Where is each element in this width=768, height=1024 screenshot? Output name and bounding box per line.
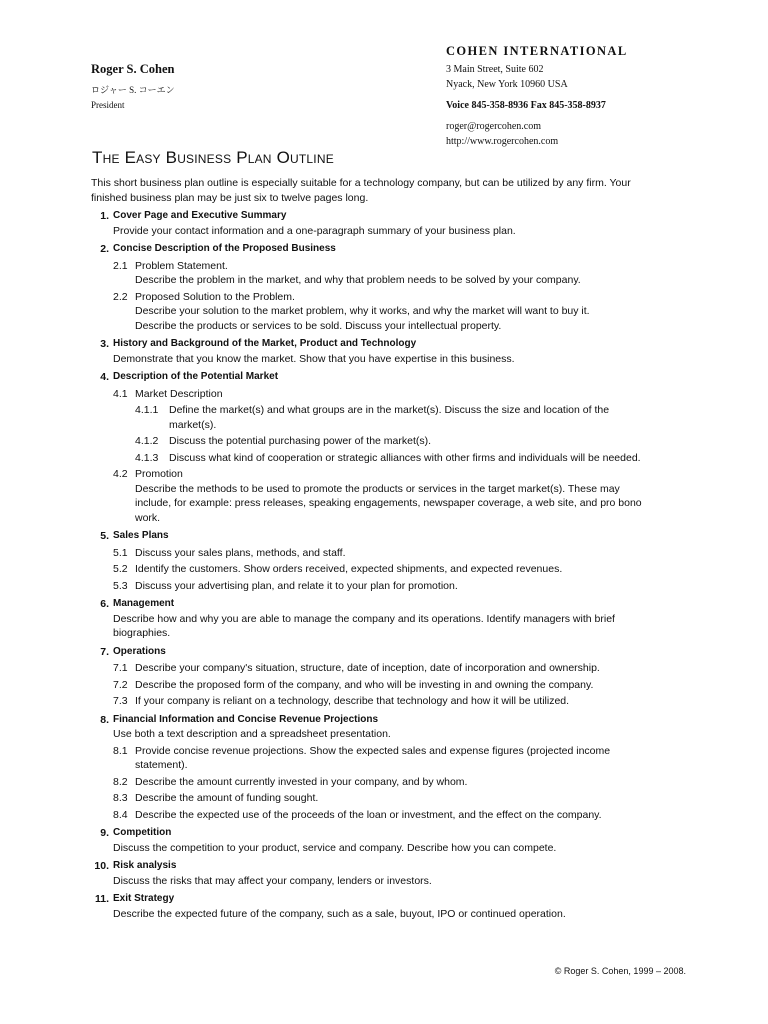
subsection-number: 7.1 <box>113 662 128 674</box>
section-title: Sales Plans <box>113 530 169 541</box>
intro-paragraph: This short business plan outline is especially suitable for a technology company, but can be utilized by any firm. Your finished business plan may be just six to twelve pages long. <box>91 177 631 204</box>
section-operations <box>91 645 651 709</box>
subsection <box>113 467 651 482</box>
section-number: 3. <box>100 338 109 350</box>
sub-subsection <box>113 451 651 466</box>
phone-fax: Voice 845-358-8936 Fax 845-358-8937 <box>446 100 606 111</box>
section-cover-page <box>91 209 651 238</box>
section-title: Description of the Potential Market <box>113 371 279 382</box>
section-number: 1. <box>100 210 109 222</box>
subsection-number: 5.3 <box>113 579 128 592</box>
email-link[interactable]: roger@rogercohen.com <box>446 121 541 132</box>
section-number: 4. <box>100 371 109 383</box>
subsection <box>113 744 651 773</box>
subsection-description: Describe the products or services to be sold. Discuss your intellectual property. <box>135 319 502 332</box>
subsection-number: 4.2 <box>113 468 128 480</box>
section-business-description <box>91 242 651 333</box>
section-number: 7. <box>100 645 109 658</box>
section-exit-strategy <box>91 892 651 921</box>
subsection <box>113 546 651 561</box>
subsection-text: Define the market(s) and what groups are in the market(s). Discuss the size and location of the market(s). <box>169 404 610 431</box>
subsection-text: Provide concise revenue projections. Show the expected sales and expense figures (projected income statement). <box>135 744 611 771</box>
subsection-text: Describe the amount of funding sought. <box>135 792 319 804</box>
subsection-text: Promotion <box>135 468 183 480</box>
section-description: Demonstrate that you know the market. Show that you have expertise in this business. <box>113 352 515 365</box>
subsection-description: Describe the problem in the market, and why that problem needs to be solved by your company. <box>135 274 581 286</box>
author-position: President <box>91 100 125 110</box>
subsection-description: Describe your solution to the market problem, why it works, and why the market will want to buy it. <box>135 305 590 317</box>
subsection-number: 4.1 <box>113 387 128 400</box>
subsection-number: 8.4 <box>113 808 128 821</box>
section-risk-analysis <box>91 859 651 888</box>
subsection-number: 4.1.1 <box>135 404 159 416</box>
section-number: 11. <box>94 893 109 905</box>
section-management <box>91 597 651 641</box>
outline-list <box>91 209 651 925</box>
subsection <box>113 562 651 577</box>
section-title: Risk analysis <box>113 860 177 871</box>
subsection <box>113 259 651 274</box>
subsection-text: Describe your company's situation, structure, date of inception, date of incorporation and ownership. <box>135 662 600 674</box>
subsection-number: 7.2 <box>113 678 128 691</box>
section-history <box>91 337 651 366</box>
letterhead-left <box>91 62 175 113</box>
subsection-number: 2.1 <box>113 259 128 272</box>
subsection-number: 2.2 <box>113 290 128 303</box>
subsection-text: Describe the amount currently invested in your company, and by whom. <box>135 775 468 788</box>
letterhead-right <box>446 44 628 149</box>
subsection <box>113 290 651 305</box>
section-number: 10. <box>94 860 109 872</box>
subsection-text: Discuss your advertising plan, and relate it to your plan for promotion. <box>135 579 458 592</box>
copyright-footer: © Roger S. Cohen, 1999 – 2008. <box>554 966 686 976</box>
section-number: 2. <box>100 243 109 255</box>
address-line1: 3 Main Street, Suite 602 <box>446 64 544 75</box>
author-name: Roger S. Cohen <box>91 62 175 76</box>
section-title: Cover Page and Executive Summary <box>113 210 287 221</box>
section-number: 5. <box>100 530 109 542</box>
subsection-description: Describe the methods to be used to promote the products or services in the target market(s). These may include, for example: press releases, speaking engagements, newspaper coverage, a web site, and pro bono work. <box>135 482 642 524</box>
section-number: 6. <box>100 598 109 610</box>
subsection-text: Proposed Solution to the Problem. <box>135 290 295 303</box>
subsection-number: 5.2 <box>113 563 128 575</box>
website-link[interactable]: http://www.rogercohen.com <box>446 136 559 147</box>
section-title: Management <box>113 598 175 609</box>
section-title: Financial Information and Concise Revenue Projections <box>113 713 379 725</box>
subsection <box>113 661 651 676</box>
subsection <box>113 387 651 402</box>
subsection-number: 4.1.2 <box>135 435 159 447</box>
subsection-text: Market Description <box>135 387 223 400</box>
subsection-number: 5.1 <box>113 546 128 559</box>
section-sales-plans <box>91 529 651 593</box>
subsection-text: Discuss the potential purchasing power of the market(s). <box>169 435 432 447</box>
subsection <box>113 791 651 806</box>
document-title: The Easy Business Plan Outline <box>92 148 334 167</box>
section-description: Describe the expected future of the company, such as a sale, buyout, IPO or continued operation. <box>113 907 566 920</box>
section-number: 9. <box>100 827 109 839</box>
section-number: 8. <box>100 713 109 726</box>
section-title: Competition <box>113 827 172 838</box>
section-title: Exit Strategy <box>113 893 175 904</box>
subsection-text: Identify the customers. Show orders received, expected shipments, and expected revenues. <box>135 563 563 575</box>
subsection-number: 8.1 <box>113 744 128 757</box>
subsection-text: If your company is reliant on a technology, describe that technology and how it will be utilized. <box>135 695 570 707</box>
section-potential-market <box>91 370 651 525</box>
subsection-text: Describe the proposed form of the company, and who will be investing in and owning the company. <box>135 678 594 691</box>
section-title: History and Background of the Market, Product and Technology <box>113 338 417 349</box>
subsection-text: Discuss your sales plans, methods, and staff. <box>135 546 346 559</box>
subsection-number: 4.1.3 <box>135 451 159 464</box>
section-description: Use both a text description and a spreadsheet presentation. <box>113 728 391 740</box>
subsection <box>113 678 651 693</box>
company-name: COHEN INTERNATIONAL <box>446 44 628 58</box>
subsection <box>113 694 651 709</box>
section-competition <box>91 826 651 855</box>
sub-subsection <box>113 434 651 449</box>
section-financial <box>91 713 651 823</box>
section-description: Describe how and why you are able to manage the company and its operations. Identify managers with brief biographies. <box>113 612 615 639</box>
subsection-number: 8.2 <box>113 775 128 788</box>
subsection <box>113 579 651 594</box>
section-description: Provide your contact information and a one-paragraph summary of your business plan. <box>113 224 516 237</box>
section-title: Operations <box>113 645 166 657</box>
author-name-japanese: ロジャー S. コーエン <box>91 85 175 95</box>
subsection-number: 8.3 <box>113 792 128 804</box>
subsection <box>113 775 651 790</box>
address-line2: Nyack, New York 10960 USA <box>446 79 568 90</box>
subsection-text: Describe the expected use of the proceeds of the loan or investment, and the effect on the company. <box>135 808 602 821</box>
subsection <box>113 808 651 823</box>
section-description: Discuss the risks that may affect your company, lenders or investors. <box>113 874 432 887</box>
section-description: Discuss the competition to your product, service and company. Describe how you can compete. <box>113 841 557 854</box>
sub-subsection <box>113 403 651 432</box>
subsection-number: 7.3 <box>113 695 128 707</box>
subsection-text: Discuss what kind of cooperation or strategic alliances with other firms and individuals will be needed. <box>169 451 641 464</box>
section-title: Concise Description of the Proposed Business <box>113 243 336 254</box>
subsection-text: Problem Statement. <box>135 259 228 272</box>
